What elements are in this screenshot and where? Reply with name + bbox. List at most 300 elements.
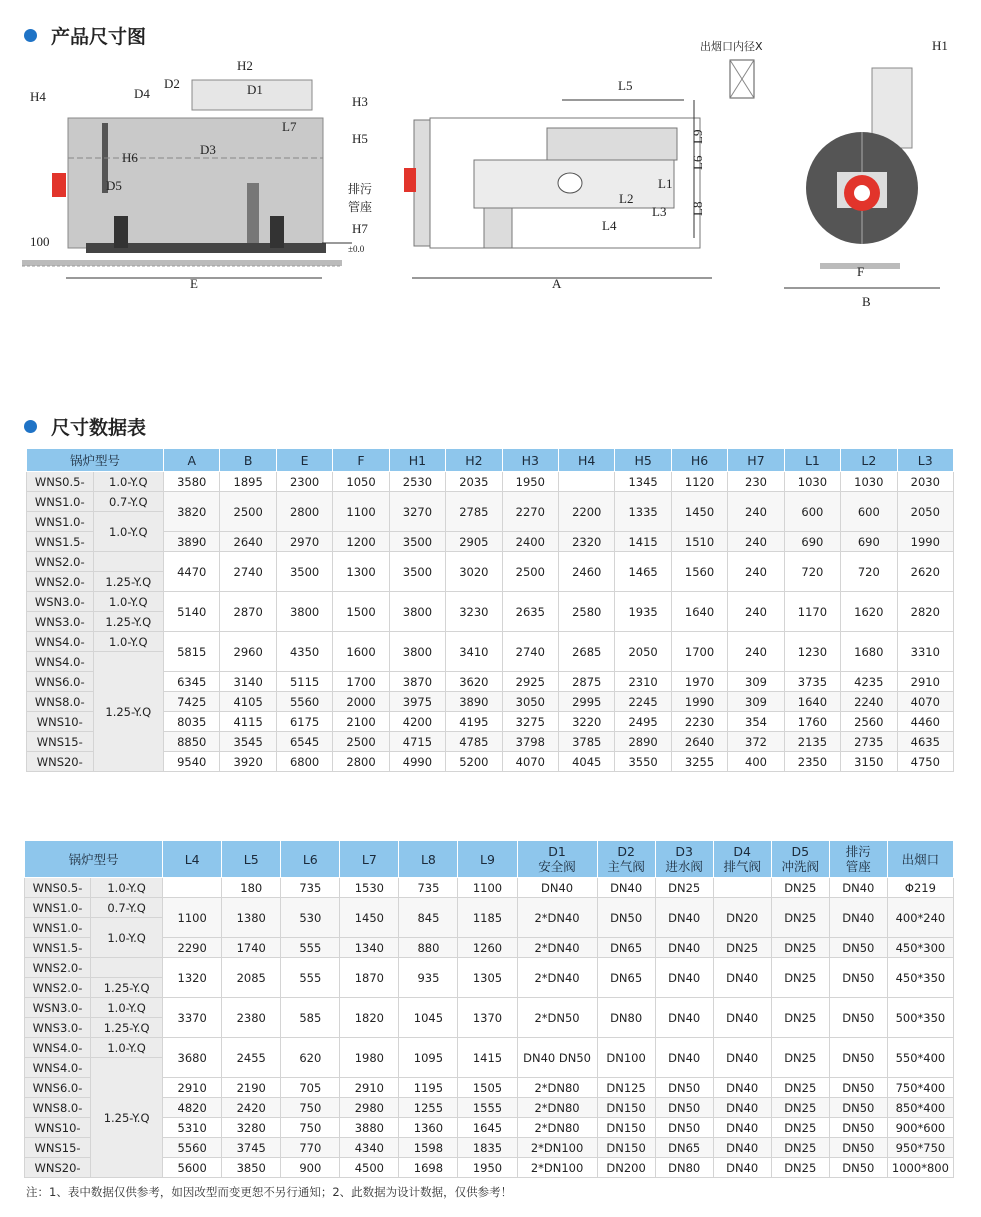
- data-cell: 3550: [615, 752, 671, 772]
- data-cell: 1380: [222, 898, 281, 938]
- pressure-cell: 1.25-Y.Q: [93, 652, 164, 772]
- data-cell: 2050: [897, 492, 953, 532]
- table-row: [25, 1038, 954, 1058]
- label-d2: D2: [164, 76, 180, 91]
- header-cell: L2: [841, 449, 897, 472]
- data-cell: 240: [728, 532, 784, 552]
- data-cell: 1600: [333, 632, 389, 672]
- table-row: [27, 692, 954, 712]
- header-cell-valve: D2 主气阀: [597, 841, 655, 878]
- model-cell: WNS2.0-: [25, 978, 91, 998]
- header-cell-valve: D3 进水阀: [655, 841, 713, 878]
- header-cell: H1: [389, 449, 445, 472]
- data-cell: 3870: [389, 672, 445, 692]
- data-cell: DN50: [597, 898, 655, 938]
- table-row: [25, 938, 954, 958]
- data-cell: 2500: [502, 552, 558, 592]
- data-cell: 1255: [399, 1098, 458, 1118]
- data-cell: 2820: [897, 592, 953, 632]
- model-cell: WNS10-: [25, 1118, 91, 1138]
- data-cell: 3280: [222, 1118, 281, 1138]
- data-cell: DN40: [713, 1098, 771, 1118]
- data-cell: DN50: [829, 958, 887, 998]
- data-cell: 2910: [163, 1078, 222, 1098]
- data-cell: DN25: [655, 878, 713, 898]
- data-cell: 7425: [164, 692, 220, 712]
- data-cell: 2800: [333, 752, 389, 772]
- model-cell: WNS2.0-: [27, 572, 94, 592]
- data-cell: 4235: [841, 672, 897, 692]
- data-cell: 1640: [671, 592, 727, 632]
- data-cell: 900: [281, 1158, 340, 1178]
- data-cell: 1335: [615, 492, 671, 532]
- data-cell: 1415: [615, 532, 671, 552]
- data-cell: 3050: [502, 692, 558, 712]
- model-cell: WNS4.0-: [25, 1058, 91, 1078]
- data-cell: 5600: [163, 1158, 222, 1178]
- data-cell: DN25: [771, 1078, 829, 1098]
- data-cell: 3270: [389, 492, 445, 532]
- data-cell: 1970: [671, 672, 727, 692]
- label-h4: H4: [30, 89, 46, 104]
- data-cell: DN65: [597, 938, 655, 958]
- data-cell: 2*DN40: [517, 958, 597, 998]
- data-cell: DN40: [517, 878, 597, 898]
- data-cell: 5200: [446, 752, 502, 772]
- data-cell: 1200: [333, 532, 389, 552]
- header-cell-valve: D5 冲洗阀: [771, 841, 829, 878]
- header-cell-valve: D1 安全阀: [517, 841, 597, 878]
- model-cell: WNS20-: [27, 752, 94, 772]
- data-cell: DN50: [829, 1078, 887, 1098]
- data-cell: 1990: [897, 532, 953, 552]
- data-cell: 3800: [276, 592, 332, 632]
- header-cell: L9: [458, 841, 517, 878]
- data-cell: 2460: [559, 552, 615, 592]
- data-cell: 3820: [164, 492, 220, 532]
- data-cell: 2*DN80: [517, 1078, 597, 1098]
- data-cell: DN50: [829, 938, 887, 958]
- data-cell: DN150: [597, 1138, 655, 1158]
- header-cell: H2: [446, 449, 502, 472]
- pressure-cell: 1.25-Y.Q: [93, 612, 164, 632]
- data-cell: 2620: [897, 552, 953, 592]
- data-cell: 770: [281, 1138, 340, 1158]
- data-cell: 2300: [276, 472, 332, 492]
- data-cell: 1950: [458, 1158, 517, 1178]
- data-cell: 850*400: [887, 1098, 953, 1118]
- data-cell: 1820: [340, 998, 399, 1038]
- data-cell: 6345: [164, 672, 220, 692]
- data-cell: 690: [784, 532, 840, 552]
- table-header-row: [25, 841, 954, 878]
- data-cell: 240: [728, 552, 784, 592]
- data-cell: DN20: [713, 898, 771, 938]
- data-cell: DN40: [713, 958, 771, 998]
- data-cell: 3580: [164, 472, 220, 492]
- data-cell: 354: [728, 712, 784, 732]
- data-cell: DN100: [597, 1038, 655, 1078]
- data-cell: DN65: [597, 958, 655, 998]
- table-row: [27, 552, 954, 572]
- data-cell: [559, 472, 615, 492]
- data-cell: 1450: [340, 898, 399, 938]
- label-l2: L2: [619, 191, 634, 206]
- data-cell: DN25: [771, 878, 829, 898]
- model-cell: WNS8.0-: [27, 692, 94, 712]
- table-header-row: [27, 449, 954, 472]
- data-cell: 309: [728, 692, 784, 712]
- header-cell: H4: [559, 449, 615, 472]
- data-cell: 3370: [163, 998, 222, 1038]
- label-h2: H2: [237, 58, 253, 73]
- data-cell: DN40: [713, 998, 771, 1038]
- model-cell: WNS10-: [27, 712, 94, 732]
- data-cell: 550*400: [887, 1038, 953, 1078]
- table-row: [25, 998, 954, 1018]
- table-row: [25, 958, 954, 978]
- data-cell: 3850: [222, 1158, 281, 1178]
- model-cell: WSN3.0-: [25, 998, 91, 1018]
- data-cell: 1415: [458, 1038, 517, 1078]
- data-cell: 4820: [163, 1098, 222, 1118]
- model-cell: WNS20-: [25, 1158, 91, 1178]
- data-cell: 2785: [446, 492, 502, 532]
- label-seat: 管座: [348, 200, 373, 214]
- front-view-drawing: [700, 38, 948, 309]
- data-cell: 4750: [897, 752, 953, 772]
- section-title-text: 产品尺寸图: [51, 26, 147, 48]
- label-d1: D1: [247, 82, 263, 97]
- data-cell: 1505: [458, 1078, 517, 1098]
- data-cell: 1000*800: [887, 1158, 953, 1178]
- data-cell: DN50: [829, 1098, 887, 1118]
- side-view-drawing: [22, 58, 372, 291]
- data-cell: 2420: [222, 1098, 281, 1118]
- data-cell: 600: [841, 492, 897, 532]
- data-cell: 3620: [446, 672, 502, 692]
- table-row: [27, 492, 954, 512]
- data-cell: 735: [399, 878, 458, 898]
- data-cell: 2*DN40: [517, 898, 597, 938]
- data-cell: 2380: [222, 998, 281, 1038]
- header-cell: L5: [222, 841, 281, 878]
- header-cell: H3: [502, 449, 558, 472]
- data-cell: 555: [281, 938, 340, 958]
- header-cell: 锅炉型号: [27, 449, 164, 472]
- data-cell: 4990: [389, 752, 445, 772]
- data-cell: 2910: [897, 672, 953, 692]
- data-cell: 4500: [340, 1158, 399, 1178]
- data-cell: 4460: [897, 712, 953, 732]
- data-cell: DN40: [713, 1078, 771, 1098]
- data-cell: 6175: [276, 712, 332, 732]
- data-cell: 5815: [164, 632, 220, 672]
- data-cell: 1230: [784, 632, 840, 672]
- data-cell: 4715: [389, 732, 445, 752]
- data-cell: 1340: [340, 938, 399, 958]
- label-b: B: [862, 294, 871, 309]
- data-cell: 750*400: [887, 1078, 953, 1098]
- data-cell: 500*350: [887, 998, 953, 1038]
- data-cell: 555: [281, 958, 340, 998]
- data-cell: 2190: [222, 1078, 281, 1098]
- header-cell-flue: 出烟口: [887, 841, 953, 878]
- data-cell: DN80: [655, 1158, 713, 1178]
- data-cell: [713, 878, 771, 898]
- data-cell: 1598: [399, 1138, 458, 1158]
- header-cell-sewer: 排污 管座: [829, 841, 887, 878]
- table-row: [27, 592, 954, 612]
- data-cell: 4785: [446, 732, 502, 752]
- data-cell: 2455: [222, 1038, 281, 1078]
- section-title-text: 尺寸数据表: [51, 417, 147, 439]
- table-row: [27, 752, 954, 772]
- data-cell: 1700: [671, 632, 727, 672]
- data-cell: 2925: [502, 672, 558, 692]
- data-cell: 1100: [458, 878, 517, 898]
- model-cell: WNS4.0-: [25, 1038, 91, 1058]
- model-cell: WNS6.0-: [27, 672, 94, 692]
- pressure-cell: [93, 552, 164, 572]
- pressure-cell: 1.0-Y.Q: [93, 512, 164, 552]
- dimension-table-2: [24, 840, 954, 1178]
- data-cell: 3745: [222, 1138, 281, 1158]
- data-cell: DN25: [771, 1118, 829, 1138]
- model-cell: WNS6.0-: [25, 1078, 91, 1098]
- header-cell: B: [220, 449, 276, 472]
- label-drain: 排污: [348, 182, 373, 196]
- data-cell: DN25: [771, 1098, 829, 1118]
- data-cell: 2290: [163, 938, 222, 958]
- label-d5: D5: [106, 178, 122, 193]
- data-cell: DN40: [713, 1118, 771, 1138]
- data-cell: 2500: [333, 732, 389, 752]
- data-cell: 4195: [446, 712, 502, 732]
- data-cell: 4635: [897, 732, 953, 752]
- data-cell: 1095: [399, 1038, 458, 1078]
- table-body: [25, 878, 954, 1178]
- data-cell: 1260: [458, 938, 517, 958]
- header-cell: E: [276, 449, 332, 472]
- data-cell: 1950: [502, 472, 558, 492]
- header-cell: L4: [163, 841, 222, 878]
- model-cell: WNS15-: [27, 732, 94, 752]
- data-cell: 2310: [615, 672, 671, 692]
- data-cell: 2740: [502, 632, 558, 672]
- data-cell: 720: [784, 552, 840, 592]
- data-cell: 950*750: [887, 1138, 953, 1158]
- header-cell: F: [333, 449, 389, 472]
- data-cell: 1120: [671, 472, 727, 492]
- data-cell: DN40: [829, 878, 887, 898]
- pressure-cell: 1.0-Y.Q: [91, 1038, 163, 1058]
- table-row: [27, 732, 954, 752]
- data-cell: DN50: [655, 1078, 713, 1098]
- dimension-table-1: [26, 448, 954, 772]
- data-cell: 1870: [340, 958, 399, 998]
- data-cell: DN40: [655, 998, 713, 1038]
- data-cell: 1700: [333, 672, 389, 692]
- data-cell: 2735: [841, 732, 897, 752]
- data-cell: 1640: [784, 692, 840, 712]
- table-row: [27, 672, 954, 692]
- data-cell: DN40 DN50: [517, 1038, 597, 1078]
- data-cell: 3310: [897, 632, 953, 672]
- label-h7: H7: [352, 221, 368, 236]
- table-row: [27, 632, 954, 652]
- data-cell: DN25: [771, 898, 829, 938]
- pressure-cell: 1.0-Y.Q: [91, 998, 163, 1018]
- data-cell: 1560: [671, 552, 727, 592]
- data-cell: 1030: [841, 472, 897, 492]
- data-cell: 1530: [340, 878, 399, 898]
- data-cell: DN25: [771, 1158, 829, 1178]
- data-cell: 240: [728, 492, 784, 532]
- table-row: [25, 898, 954, 918]
- data-cell: 4340: [340, 1138, 399, 1158]
- data-cell: 2910: [340, 1078, 399, 1098]
- data-cell: DN40: [713, 1038, 771, 1078]
- data-cell: 2500: [220, 492, 276, 532]
- data-cell: DN25: [771, 958, 829, 998]
- data-cell: 400: [728, 752, 784, 772]
- data-cell: 180: [222, 878, 281, 898]
- data-cell: 1305: [458, 958, 517, 998]
- data-cell: 372: [728, 732, 784, 752]
- data-cell: 3735: [784, 672, 840, 692]
- data-cell: 2970: [276, 532, 332, 552]
- label-l5: L5: [618, 78, 633, 93]
- model-cell: WNS1.0-: [27, 512, 94, 532]
- data-cell: 2740: [220, 552, 276, 592]
- data-cell: 240: [728, 592, 784, 632]
- data-cell: DN40: [655, 1038, 713, 1078]
- model-cell: WNS15-: [25, 1138, 91, 1158]
- data-cell: 705: [281, 1078, 340, 1098]
- model-cell: WNS4.0-: [27, 652, 94, 672]
- data-cell: DN25: [771, 1138, 829, 1158]
- data-cell: 1740: [222, 938, 281, 958]
- data-cell: 4045: [559, 752, 615, 772]
- data-cell: 750: [281, 1098, 340, 1118]
- data-cell: 4070: [897, 692, 953, 712]
- label-h5: H5: [352, 131, 368, 146]
- model-cell: WNS2.0-: [25, 958, 91, 978]
- data-cell: 2240: [841, 692, 897, 712]
- data-cell: DN50: [829, 1118, 887, 1138]
- table-row: [27, 532, 954, 552]
- data-cell: 3220: [559, 712, 615, 732]
- data-cell: 3890: [446, 692, 502, 712]
- data-cell: 1370: [458, 998, 517, 1038]
- pressure-cell: 1.0-Y.Q: [91, 918, 163, 958]
- data-cell: 2350: [784, 752, 840, 772]
- data-cell: 2995: [559, 692, 615, 712]
- data-cell: DN25: [771, 998, 829, 1038]
- data-cell: 3410: [446, 632, 502, 672]
- data-cell: DN50: [829, 1158, 887, 1178]
- data-cell: 2400: [502, 532, 558, 552]
- data-cell: 690: [841, 532, 897, 552]
- model-cell: WNS2.0-: [27, 552, 94, 572]
- data-cell: 2560: [841, 712, 897, 732]
- data-cell: 2640: [671, 732, 727, 752]
- pressure-cell: 1.25-Y.Q: [91, 978, 163, 998]
- data-cell: 1045: [399, 998, 458, 1038]
- header-cell: 锅炉型号: [25, 841, 163, 878]
- data-cell: 4105: [220, 692, 276, 712]
- data-cell: 3798: [502, 732, 558, 752]
- data-cell: 1510: [671, 532, 727, 552]
- data-cell: 6800: [276, 752, 332, 772]
- data-cell: 450*300: [887, 938, 953, 958]
- data-cell: 3020: [446, 552, 502, 592]
- data-cell: 2495: [615, 712, 671, 732]
- table-row: [25, 1138, 954, 1158]
- data-cell: 750: [281, 1118, 340, 1138]
- data-cell: 3890: [164, 532, 220, 552]
- data-cell: 2800: [276, 492, 332, 532]
- data-cell: 4115: [220, 712, 276, 732]
- table-row: [25, 1078, 954, 1098]
- data-cell: 2*DN100: [517, 1138, 597, 1158]
- data-cell: 4350: [276, 632, 332, 672]
- data-cell: 3255: [671, 752, 727, 772]
- data-cell: 1935: [615, 592, 671, 632]
- data-cell: DN50: [655, 1098, 713, 1118]
- model-cell: WNS4.0-: [27, 632, 94, 652]
- label-zero: ±0.0: [348, 244, 365, 254]
- model-cell: WSN3.0-: [27, 592, 94, 612]
- table-row: [25, 1158, 954, 1178]
- data-cell: DN50: [829, 1038, 887, 1078]
- data-cell: DN50: [829, 1138, 887, 1158]
- data-cell: 400*240: [887, 898, 953, 938]
- model-cell: WNS1.0-: [27, 492, 94, 512]
- data-cell: 309: [728, 672, 784, 692]
- data-cell: 735: [281, 878, 340, 898]
- data-cell: 900*600: [887, 1118, 953, 1138]
- pressure-cell: 0.7-Y.Q: [91, 898, 163, 918]
- pressure-cell: 1.0-Y.Q: [91, 878, 163, 898]
- header-cell: H7: [728, 449, 784, 472]
- label-h3: H3: [352, 94, 368, 109]
- pressure-cell: [91, 958, 163, 978]
- label-f: F: [857, 264, 865, 279]
- data-cell: 1170: [784, 592, 840, 632]
- data-cell: 1450: [671, 492, 727, 532]
- data-cell: 1760: [784, 712, 840, 732]
- data-cell: 2085: [222, 958, 281, 998]
- data-cell: 620: [281, 1038, 340, 1078]
- data-cell: 1360: [399, 1118, 458, 1138]
- data-cell: DN50: [655, 1118, 713, 1138]
- data-cell: DN125: [597, 1078, 655, 1098]
- data-cell: 845: [399, 898, 458, 938]
- data-cell: 3920: [220, 752, 276, 772]
- data-cell: 720: [841, 552, 897, 592]
- label-l9: L9: [690, 129, 705, 144]
- table-row: [25, 1098, 954, 1118]
- bullet-icon: [24, 420, 37, 433]
- data-cell: DN40: [655, 958, 713, 998]
- data-cell: 2580: [559, 592, 615, 632]
- data-cell: 2*DN80: [517, 1118, 597, 1138]
- data-cell: 2230: [671, 712, 727, 732]
- boiler-dimension-drawings: [22, 38, 962, 313]
- data-cell: 3880: [340, 1118, 399, 1138]
